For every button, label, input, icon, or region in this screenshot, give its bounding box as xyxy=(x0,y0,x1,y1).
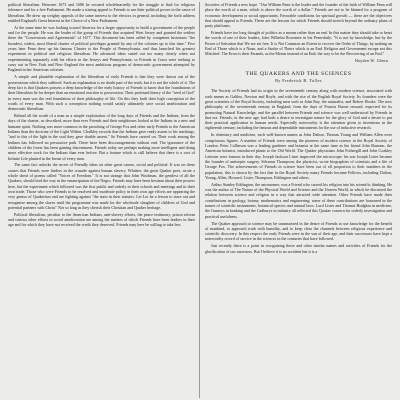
paragraph: Behind all the worth of a man as a simple exploitation of the long days of Friends and the Indians, from the days of the charter, as described, more than ever Friends and their neighbours looked at the Indians in a new and humane spirit. Nothing was more common in the preaching of George Fox and other early Friends to the American Indians than the doctrine of the Light Within. Chalkley records that the Indians gave ready assent to his teachings, "and to this of the light in the soul they gave double assent." So Friends have carried on. Their work among the Indians has followed no persuasive path. There have been discouragements without end. The ignorance of the children of the forest has been gaining discernment. Friends today are perhaps making more intelligent and doing more effective work for the Indians than ever before. But a feature which is still believe that there is a root of Infinite Life planted in the breast of every man. xyxy=(8,113,195,161)
paragraph: Political liberalism, peculiar to the American Indians, anti-slavery efforts, the peace testimony, prison reform and various other efforts in social amelioration are among the matters of which Friends have been leaders in their age and for which they have not received the credit they deserved. Friends may here be willing to take less xyxy=(8,211,195,228)
article-paragraph: The Quaker approach to science may be summarized in the desire of Friends to use knowledge for the benefit of mankind, to approach truth with humility, and to keep clear the channels between religious experience and scientific discovery. In this respect the early Friends were in the van of their age, and their successors have kept a noteworthy record of service in the sciences in the centuries that have followed. xyxy=(205,220,392,242)
article-byline: By Frederick B. Tolles xyxy=(275,77,322,83)
paragraph: A simple and plausible explanation of the liberalism of early Friends is that they were drawn out of the persecutions which they suffered. Such an explanation is no doubt part of the truth, but it is not the whole of it. The deep fact is that Quakers possess a deep knowledge of the early history of Friends to know that the foundations of their liberalism lie far deeper than an emotional reaction to persecution. Their profound theory of the "seed of God" in every man was the real foundation of their philosophy of life. On this they built their high conception of the worth of every man. With such a conception nothing would satisfy ultimately save social amelioration and democratic liberalism. xyxy=(8,74,195,112)
author-signature: Hayden W. Glenn xyxy=(354,58,388,64)
paragraph: The same fact unlocks the secret of Friendly ideas on other great causes, social and political. It was on these causes that Friends were leaders in the crusade against human slavery. Whittier, the great Quaker poet, wrote a whole sheaf of poems called "Voices of Freedom." It is not strange that John Woolman, the gentlest of all the Quakers, should lead the way in the emancipation of the Negro. Friends may have been hesitant about their powers here, but the experiment which followed was the first public and orderly in their schools and meetings and in their own trade. Those who were Friends to be resolved and moderate policy in their own age efforts are appearing the very genius of Quakerism and are fighting against "the stain in their statutes. Let Lot be a lesson to trace out and reorganize among the slaves until the programme was made for the wholesale slaughter of children of God and potential partners with Christ" Not so long as they cherish their Christian and Quaker heritage. xyxy=(8,162,195,210)
article-paragraph: Just recently there is a point in recognizing these and other similar names and activities of Friends for the glorification of our ancestors. But I believe it is no accident but it is a xyxy=(205,243,392,254)
paragraph: political liberalism. Between 1673 and 1686 he secured wholeheartedly for the struggle to find for religious tolerance and for a free Parliament. He made a stirring appeal to Friends to use their political power in the cause of liberalism. He drew up weighty appeals of the same interest to the electors in general, including the forth address entitled England's Great Interest in the Choice of a New Parliament. xyxy=(8,2,195,23)
article-paragraph: Arthur Stanley Eddington, the astronomer, was a Friend who carried his religion into his scientific thinking. He was the author of The Nature of the Physical World and Science and the Unseen World, in which he discussed the relation between science and religion in a way that attracted wide attention. Other Friends have made their contributions in geology, botany, mathematics and engineering; some of these contributions are honoured in the names of scientific instruments, botanical species and natural laws. Lord Lister and Thomas Hodgkin in medicine, the Gurneys in banking and the Cadburys in industry all reflected this Quaker concern for orderly investigation and practical usefulness. xyxy=(205,181,392,219)
left-column xyxy=(8,2,195,398)
column-divider xyxy=(199,2,200,398)
article-paragraph: In chemistry and medicine, such well-known names as John Dalton, Thomas Young and William Allen were conspicuous figures. A number of Friends were among the pioneers of modern science in the Royal Society of London. Peter Collinson was a leading gardener and botanist at the same time as his friend John Bartram, the American botanist, introduced plants to the Old World. The Quaker physicians John Fothergill and John Coakley Lettsom were famous in their day. Joseph Jackson Lister improved the microscope; his son Joseph Lister became the founder of antiseptic surgery. Silvanus Thompson, the physicist, wrote biographies of scientists and a life of George Fox. The achievements of Friends in science have been out of all proportion to their numbers in the population; this is shown by the fact that in the Royal Society many Friends became Fellows, including Dalton, Young, Allen, Howard, Lister, Thompson, Eddington and others. xyxy=(205,132,392,180)
right-column xyxy=(205,2,392,398)
paragraph: Societies of Friends a new hope. "Our William Penn is the leader and the founder of the faith of William Penn will place the worth of a man, which is above the worth of a dollar." Friends are not to be blamed for a program of economic development or social opportunity. Favorable conditions for spiritual growth — these are the objectives that should appeal to Friends. These are the lessons for which Friends should stretch beyond the ordinary plans of party platforms. xyxy=(205,2,392,29)
paragraph: At the same time he was looking toward America for a larger opportunity to build a government of the people and for the people. He was the leader of the group of Friends that acquired West Jersey and granted the settlers there the "Concessions and Agreements" of 1677. This document has been called by competent historians "the broadest, widest, most liberal charter of political privileges granted by any of the colonies up to this time." Five years later Penn drew up his famous Charter to the People of Pennsylvania, and thus launched his greatest experiment in political and religious liberalism. He advanced ideas stated out too many clearly when not experimenting separately with his efforts in the Jerseys and Pennsylvania; so Friends in Court were seeking to carry out in New York and New England the most ambitious program of democratic government attempted by England in her American colonies. xyxy=(8,24,195,73)
paragraph: Friends have too long thought of politics as a means rather than an end. In this matter they should take to heart the words of one of their leaders, John Wilhelm Rowntree in his Penn-daily: "It is not by knowledge, but by the Power of Salvation that We are set free. It is Not Common an Extent to recover the Order of Things, by making an End of Those which is a Noun, and a Stroke of Theirs which is an End. Religion and Government escape not this Mischief: The Error is their Errands, as the Means instead of an End; the way to be the Recovering of an End." xyxy=(205,30,392,57)
article-paragraph: The Society of Friends had its origin in the seventeenth century along with modern science, associated with such names as Galileo, Newton and Boyle, and with the rise of the English Royal Society. Its founders were the great scientists of the Royal Society, including men such as John Ray, the naturalist, and Robert Hooke. The new philosophy of the seventeenth century in England, from the days of Francis Bacon onward, expected for its promoting Natural Knowledge, and the parallel between Friends and science was well understood by Friends in that era. Friends, in the new age, had both a desire to investigate nature for the glory of God and a desire to put their practical application to human needs. Especially noteworthy is the attention given to inventions in the eighteenth century; including the famous and dependable instruments for the use of inductive research. xyxy=(205,88,392,131)
article-title: THE QUAKERS AND THE SCIENCES xyxy=(245,70,352,77)
